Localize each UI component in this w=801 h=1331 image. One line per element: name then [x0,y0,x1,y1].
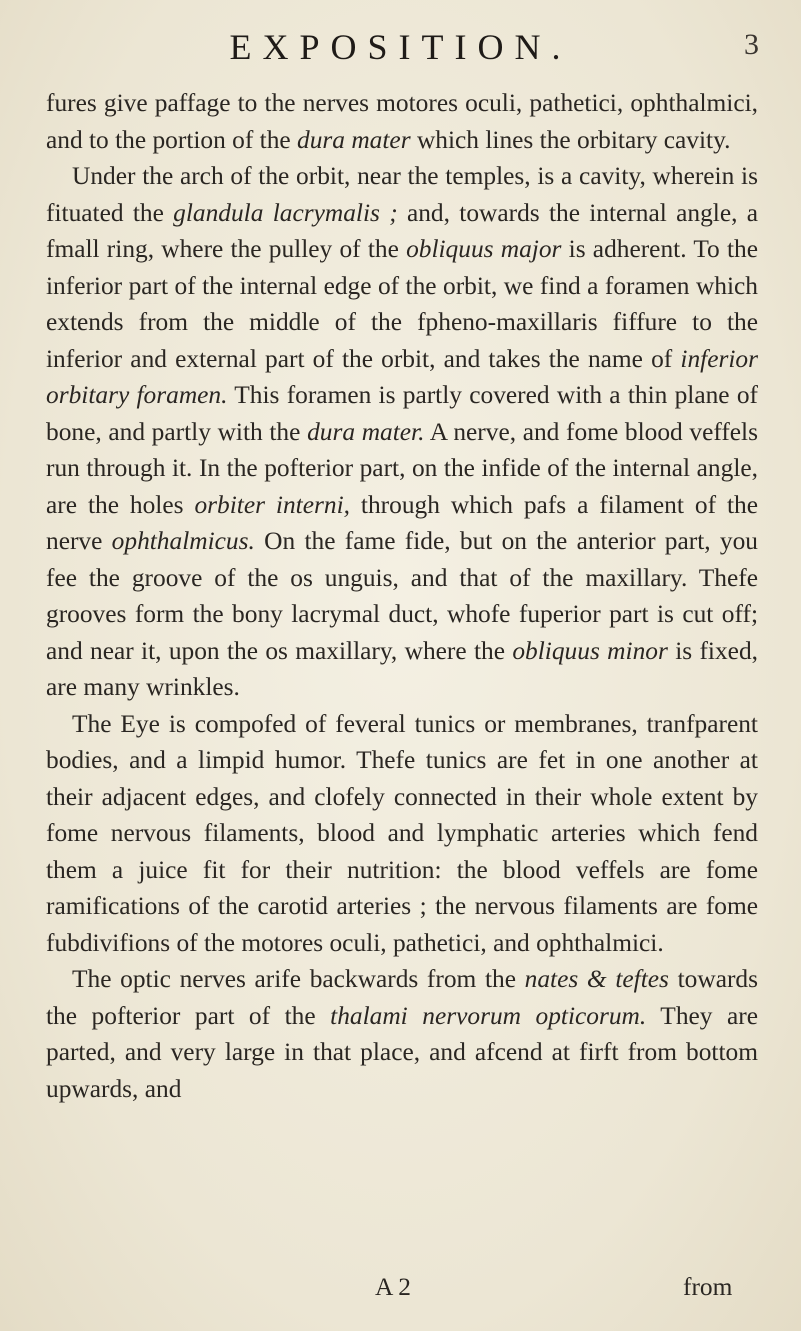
italic-term: inferior orbitary foramen. [46,344,758,409]
italic-term: dura mater [297,125,411,154]
signature-mark: A 2 [375,1273,411,1301]
text-run: through which pafs a filament of the nerve [46,490,758,555]
paragraph-1 [46,85,758,158]
paragraph-3 [46,706,758,962]
italic-term: glandula lacrymalis ; [173,198,398,227]
italic-term: obliquus minor [512,636,668,665]
text-run: The optic nerves arife backwards from the [72,965,525,993]
page-header [0,22,801,72]
italic-term: orbiter interni, [194,490,350,519]
body-text [46,85,758,1107]
italic-term: thalami nervorum opticorum. [330,1001,647,1030]
italic-term: dura mater. [307,417,425,446]
catchword: from [683,1273,733,1301]
text-run: is adherent. To the inferior part of the internal edge of the orbit, we find a foramen which extends from the middle of the fpheno-maxillaris fiffure to the inferior and external part of the orbit, and takes the name of [46,235,758,373]
page-footer [0,1273,801,1313]
text-run: towards the pofterior part of the [46,965,758,1030]
text-run: They are parted, and very large in that place, and afcend at firft from bottom upwards, and [46,1001,758,1103]
italic-term: nates & teftes [524,965,669,993]
text-run: The Eye is compofed of feveral tunics or membranes, tranfparent bodies, and a limpid humor. Thefe tunics are fet in one another at their adjacent edges, and clofely connected in their whole extent by fome nervous filaments, blood and lymphatic arteries which fend them a juice fit for their nutrition: the blood veffels are fome ramifications of the carotid arteries ; the nervous filaments are fome fubdivifions of the motores oculi, pathetici, and ophthalmici. [46,709,758,957]
text-run: which lines the orbitary cavity. [410,125,731,154]
text-run: A nerve, and fome blood veffels run through it. In the pofterior part, on the infide of the internal angle, are the holes [46,417,758,519]
paragraph-2 [46,158,758,706]
running-title: EXPOSITION. [229,27,572,67]
text-run: fures give paffage to the nerves motores oculi, pathetici, ophthalmici, and to the portion of the [46,89,758,154]
italic-term: obliquus major [406,235,562,263]
text-run: This foramen is partly covered with a thin plane of bone, and partly with the [46,381,758,446]
page-number: 3 [744,28,759,61]
paragraph-4 [46,961,758,1107]
text-run: Under the arch of the orbit, near the temples, is a cavity, wherein is fituated the [46,162,758,227]
text-run: is fixed, are many wrinkles. [46,636,758,701]
text-run: and, towards the internal angle, a fmall ring, where the pulley of the [46,198,758,263]
italic-term: ophthalmicus. [111,527,255,555]
text-run: On the fame fide, but on the anterior part, you fee the groove of the os unguis, and that of the maxillary. Thefe grooves form the bony lacrymal duct, whofe fuperior part is cut off; and near it, upon the os maxillary, where the [46,527,758,665]
